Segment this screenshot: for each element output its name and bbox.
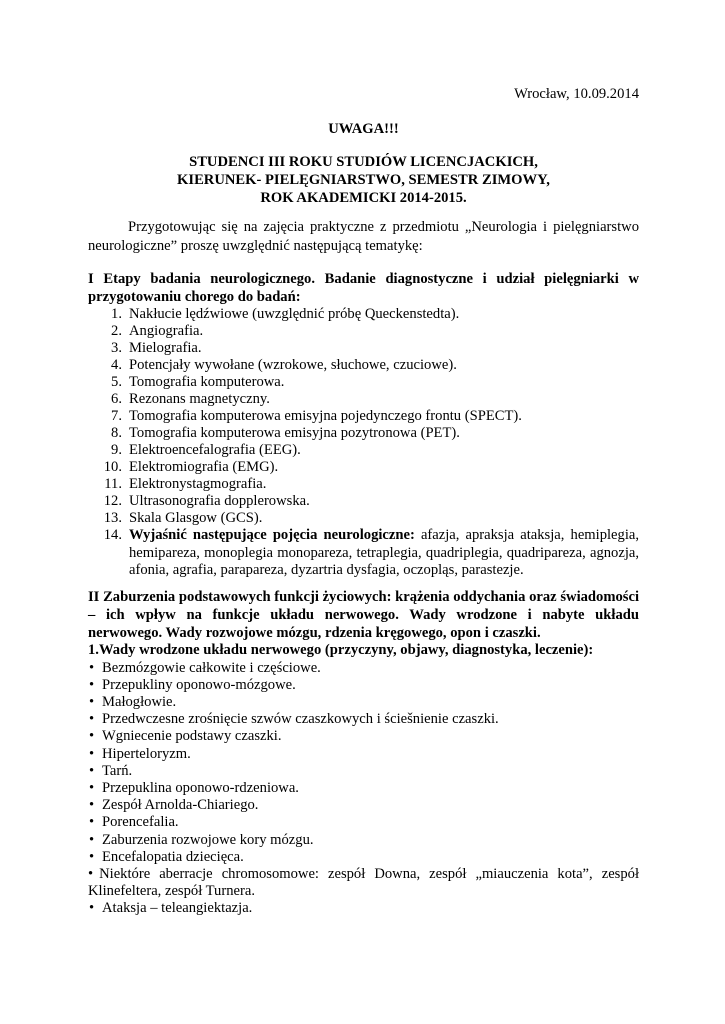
item-text: Tomografia komputerowa emisyjna pozytronowa (PET). xyxy=(129,425,460,441)
list-item xyxy=(88,340,639,357)
bullet-icon: • xyxy=(89,693,95,710)
list-item xyxy=(88,425,639,442)
list-item xyxy=(88,476,639,493)
section-1 xyxy=(88,270,639,580)
section-2-bullet-list xyxy=(88,660,639,918)
item-number: 10. xyxy=(103,459,122,475)
item-text: Ultrasonografia dopplerowska. xyxy=(129,493,310,509)
section-1-list xyxy=(88,306,639,580)
item-text: Elektronystagmografia. xyxy=(129,476,267,492)
bullet-item xyxy=(88,711,639,728)
item-number: 8. xyxy=(111,425,122,441)
document-date: Wrocław, 10.09.2014 xyxy=(514,86,639,102)
bullet-text: Niektóre aberracje chromosomowe: zespół Downa, zespół „miauczenia kota”, zespół Klinefeltera, zespół Turnera. xyxy=(88,865,639,900)
bullet-icon: • xyxy=(88,865,94,882)
bullet-text: Hiperteloryzm. xyxy=(102,745,191,762)
bullet-icon: • xyxy=(89,797,95,814)
bullet-icon: • xyxy=(89,728,95,745)
item-number: 2. xyxy=(111,323,122,339)
section-2 xyxy=(88,588,639,918)
bullet-item xyxy=(88,832,639,849)
bullet-item xyxy=(88,814,639,831)
bullet-text: Zespół Arnolda-Chiariego. xyxy=(102,797,259,814)
document-heading xyxy=(88,153,639,207)
bullet-item xyxy=(88,660,639,677)
bullet-item xyxy=(88,780,639,797)
item-text: Elektromiografia (EMG). xyxy=(129,459,279,475)
bullet-icon: • xyxy=(89,762,95,779)
heading-line: ROK AKADEMICKI 2014-2015. xyxy=(260,190,467,206)
bullet-icon: • xyxy=(89,848,95,865)
item-number: 5. xyxy=(111,374,122,390)
bullet-icon: • xyxy=(89,900,95,917)
bullet-text: Encefalopatia dziecięca. xyxy=(102,848,244,865)
item-text: afazja, apraksja ataksja, hemiplegia, hemipareza, monoplegia monopareza, tetraplegia, quadriplegia, quadripareza, agnozja, afonia, agrafia, parapareza, dyzartria dysfagia, oczopląs, parastezje. xyxy=(129,527,640,578)
item-text: Rezonans magnetyczny. xyxy=(129,391,270,407)
item-number: 1. xyxy=(111,306,122,322)
item-number: 6. xyxy=(111,391,122,407)
bullet-text: Porencefalia. xyxy=(102,814,179,831)
bullet-item xyxy=(88,797,639,814)
item-number: 3. xyxy=(111,340,122,356)
heading-line: STUDENCI III ROKU STUDIÓW LICENCJACKICH, xyxy=(189,154,538,170)
item-text: Skala Glasgow (GCS). xyxy=(129,510,263,526)
list-item xyxy=(88,459,639,476)
bullet-text: Wgniecenie podstawy czaszki. xyxy=(102,728,282,745)
item-text: Mielografia. xyxy=(129,340,202,356)
bullet-item xyxy=(88,728,639,745)
warning-title: UWAGA!!! xyxy=(328,121,399,137)
list-item xyxy=(88,374,639,391)
item-text: Tomografia komputerowa. xyxy=(129,374,285,390)
bullet-text: Zaburzenia rozwojowe kory mózgu. xyxy=(102,831,314,848)
bullet-icon: • xyxy=(89,659,95,676)
bullet-icon: • xyxy=(89,814,95,831)
intro-paragraph: Przygotowując się na zajęcia praktyczne z przedmiotu „Neurologia i pielęgniarstwo neurologiczne” proszę uwzględnić następującą tematykę: xyxy=(88,219,639,254)
item-number: 12. xyxy=(103,493,122,509)
bullet-text: Przepukliny oponowo-mózgowe. xyxy=(102,676,296,693)
heading-line: KIERUNEK- PIELĘGNIARSTWO, SEMESTR ZIMOWY, xyxy=(177,172,550,188)
item-text: Potencjały wywołane (wzrokowe, słuchowe, czuciowe). xyxy=(129,357,457,373)
bullet-text: Przedwczesne zrośnięcie szwów czaszkowych i ściešnienie czaszki. xyxy=(102,711,499,728)
list-item xyxy=(88,493,639,510)
item-number: 4. xyxy=(111,357,122,373)
list-item xyxy=(88,357,639,374)
bullet-icon: • xyxy=(89,711,95,728)
item-text: Nakłucie lędźwiowe (uwzględnić próbę Queckenstedta). xyxy=(129,306,460,322)
bullet-item xyxy=(88,849,639,866)
bullet-text: Małogłowie. xyxy=(102,693,177,710)
list-item xyxy=(88,408,639,425)
list-item xyxy=(88,510,639,527)
list-item xyxy=(88,527,639,580)
bullet-icon: • xyxy=(89,676,95,693)
bullet-item xyxy=(88,866,639,900)
bullet-text: Przepuklina oponowo-rdzeniowa. xyxy=(102,779,299,796)
item-number: 7. xyxy=(111,408,122,424)
item-number: 14. xyxy=(103,527,122,543)
bullet-item xyxy=(88,763,639,780)
item-text: Angiografia. xyxy=(129,323,204,339)
bullet-text: Bezmózgowie całkowite i częściowe. xyxy=(102,659,321,676)
list-item xyxy=(88,391,639,408)
list-item xyxy=(88,442,639,459)
bullet-text: Tarń. xyxy=(102,762,133,779)
item-number: 9. xyxy=(111,442,122,458)
bullet-item xyxy=(88,900,639,917)
bullet-icon: • xyxy=(89,831,95,848)
list-item xyxy=(88,323,639,340)
bullet-icon: • xyxy=(89,745,95,762)
bullet-item xyxy=(88,694,639,711)
item-number: 13. xyxy=(103,510,122,526)
section-2-title: II Zaburzenia podstawowych funkcji życiowych: krążenia oddychania oraz świadomości – ich wpływ na funkcje układu nerwowego. Wady wrodzone i nabyte układu nerwowego. Wady rozwojowe mózgu, rdzenia kręgowego, opon i czaszki. xyxy=(88,589,639,641)
section-1-title: I Etapy badania neurologicznego. Badanie diagnostyczne i udział pielęgniarki w przygotowaniu chorego do badań: xyxy=(88,271,639,305)
bullet-item xyxy=(88,677,639,694)
section-2-subtitle: 1.Wady wrodzone układu nerwowego (przyczyny, objawy, diagnostyka, leczenie): xyxy=(88,642,594,658)
bullet-item xyxy=(88,746,639,763)
bullet-text: Ataksja – teleangiektazja. xyxy=(102,900,253,917)
item-bold-lead: Wyjaśnić następujące pojęcia neurologiczne: xyxy=(129,527,415,543)
bullet-icon: • xyxy=(89,779,95,796)
item-text: Elektroencefalografia (EEG). xyxy=(129,442,301,458)
item-number: 11. xyxy=(104,476,122,492)
item-text: Tomografia komputerowa emisyjna pojedynczego frontu (SPECT). xyxy=(129,408,522,424)
list-item xyxy=(88,306,639,323)
